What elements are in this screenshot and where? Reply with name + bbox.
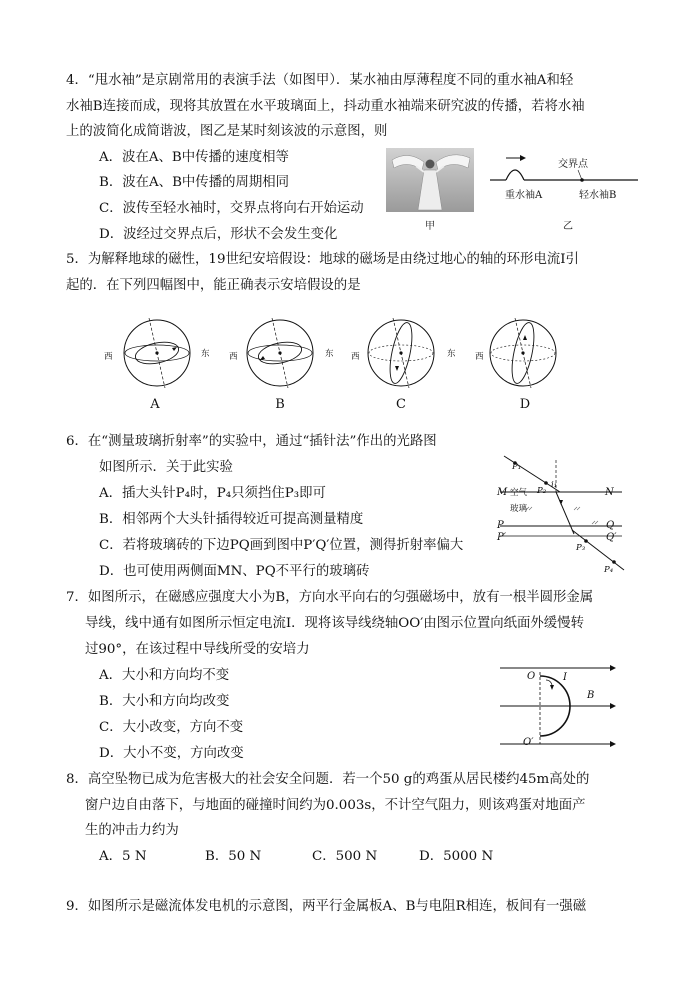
q5-caption-d: D: [519, 397, 531, 412]
q6-label-p-prime: P′: [497, 532, 506, 543]
q4-option-d: D．波经过交界点后，形状不会发生变化: [99, 227, 338, 242]
q6-line-1: 6．在“测量玻璃折射率”的实验中，通过“插针法”作出的光路图: [66, 434, 437, 449]
q6-label-n: N: [605, 487, 614, 498]
q7-label-i: I: [563, 672, 567, 683]
q5-a-west: 西: [104, 352, 113, 362]
q7-label-b: B: [587, 690, 595, 701]
q5-sphere-a: [122, 318, 192, 388]
q5-caption-c: C: [396, 397, 406, 412]
q8-option-c: C．500 N: [312, 849, 378, 864]
q8-option-d: D．5000 N: [419, 849, 494, 864]
q5-caption-b: B: [275, 397, 285, 412]
q6-line-2: 如图所示．关于此实验: [99, 460, 233, 475]
q6-label-q-prime: Q′: [606, 532, 617, 543]
q4-option-c: C．波传至轻水袖时，交界点将向右开始运动: [99, 201, 364, 216]
q4-figure-jia-photo: [386, 148, 474, 212]
q9-line-1: 9．如图所示是磁流体发电机的示意图，两平行金属板A、B与电阻R相连，板间有一强磁: [66, 899, 587, 914]
q5-c-east: 东: [447, 349, 456, 359]
q5-caption-a: A: [150, 397, 160, 412]
q5-a-east: 东: [201, 349, 210, 359]
q4-line-3: 上的波简化成简谐波，图乙是某时刻该波的示意图，则: [66, 124, 388, 139]
q4-figure-yi-heavy: 重水袖A: [505, 190, 543, 201]
q7-line-3: 过90°，在该过程中导线所受的安培力: [85, 642, 310, 657]
q6-option-c: C．若将玻璃砖的下边PQ画到图中P′Q′位置，测得折射率偏大: [99, 538, 464, 553]
q4-figure-jia-label: 甲: [425, 221, 435, 232]
q7-line-1: 7．如图所示，在磁感应强度大小为B，方向水平向右的匀强磁场中，放有一根半圆形金属: [66, 590, 594, 605]
q4-line-2: 水袖B连接而成，现将其放置在水平玻璃面上，抖动重水袖端来研究波的传播，若将水袖: [66, 99, 585, 114]
q6-label-q: Q: [606, 520, 615, 531]
q4-option-b: B．波在A、B中传播的周期相同: [99, 175, 290, 190]
q6-label-glass: 玻璃: [510, 504, 528, 514]
q6-label-i1: i₁: [551, 480, 558, 490]
q4-figure-yi-boundary: 交界点: [558, 159, 588, 170]
q7-label-o-prime: O′: [523, 737, 534, 748]
q8-line-3: 生的冲击力约为: [85, 823, 179, 838]
q8-line-1: 8．高空坠物已成为危害极大的社会安全问题．若一个50 g的鸡蛋从居民楼约45m高处的: [66, 772, 590, 787]
q8-line-2: 窗户边自由落下，与地面的碰撞时间约为0.003s，不计空气阻力，则该鸡蛋对地面产: [85, 798, 586, 813]
q7-option-c: C．大小改变，方向不变: [99, 720, 244, 735]
q4-option-a: A．波在A、B中传播的速度相等: [99, 150, 289, 165]
q5-sphere-d: [488, 318, 558, 388]
q6-label-p1: P₁: [512, 462, 522, 472]
q6-label-p2: P₂: [537, 486, 547, 496]
q6-label-p3: P₃: [576, 543, 586, 553]
q5-line-2: 起的．在下列四幅图中，能正确表示安培假设的是: [66, 278, 361, 293]
q4-line-1: 4．“甩水袖”是京剧常用的表演手法（如图甲）．某水袖由厚薄程度不同的重水袖A和轻: [66, 73, 574, 88]
q5-b-west: 西: [229, 352, 238, 362]
q7-option-d: D．大小不变，方向改变: [99, 746, 244, 761]
q6-label-air: 空气: [510, 488, 528, 498]
q5-sphere-c: [366, 318, 436, 388]
q7-option-a: A．大小和方向均不变: [99, 668, 230, 683]
q7-line-2: 导线，线中通有如图所示恒定电流I．现将该导线绕轴OO′由图示位置向纸面外缓慢转: [85, 616, 584, 631]
q6-label-p: P: [497, 520, 504, 531]
q7-option-b: B．大小和方向均改变: [99, 694, 230, 709]
q7-label-o: O: [527, 671, 536, 682]
q6-label-p4: P₄: [604, 565, 614, 575]
q7-magnetic-field-figure: [496, 660, 618, 752]
q5-c-west: 西: [351, 352, 360, 362]
q6-option-a: A．插大头针P₄时，P₄只须挡住P₃即可: [99, 486, 326, 501]
q5-d-west: 西: [475, 352, 484, 362]
q6-label-m: M: [497, 487, 508, 498]
q8-option-a: A．5 N: [99, 849, 147, 864]
q5-line-1: 5．为解释地球的磁性，19世纪安培假设：地球的磁场是由绕过地心的轴的环形电流I引: [66, 252, 579, 267]
q5-sphere-b: [245, 318, 315, 388]
q6-option-b: B．相邻两个大头针插得较近可提高测量精度: [99, 512, 364, 527]
q4-figure-yi-label: 乙: [563, 221, 573, 232]
q8-option-b: B．50 N: [205, 849, 262, 864]
q5-b-east: 东: [325, 349, 334, 359]
q6-option-d: D．也可使用两侧面MN、PQ不平行的玻璃砖: [99, 564, 370, 579]
q4-figure-yi-light: 轻水袖B: [579, 190, 617, 201]
